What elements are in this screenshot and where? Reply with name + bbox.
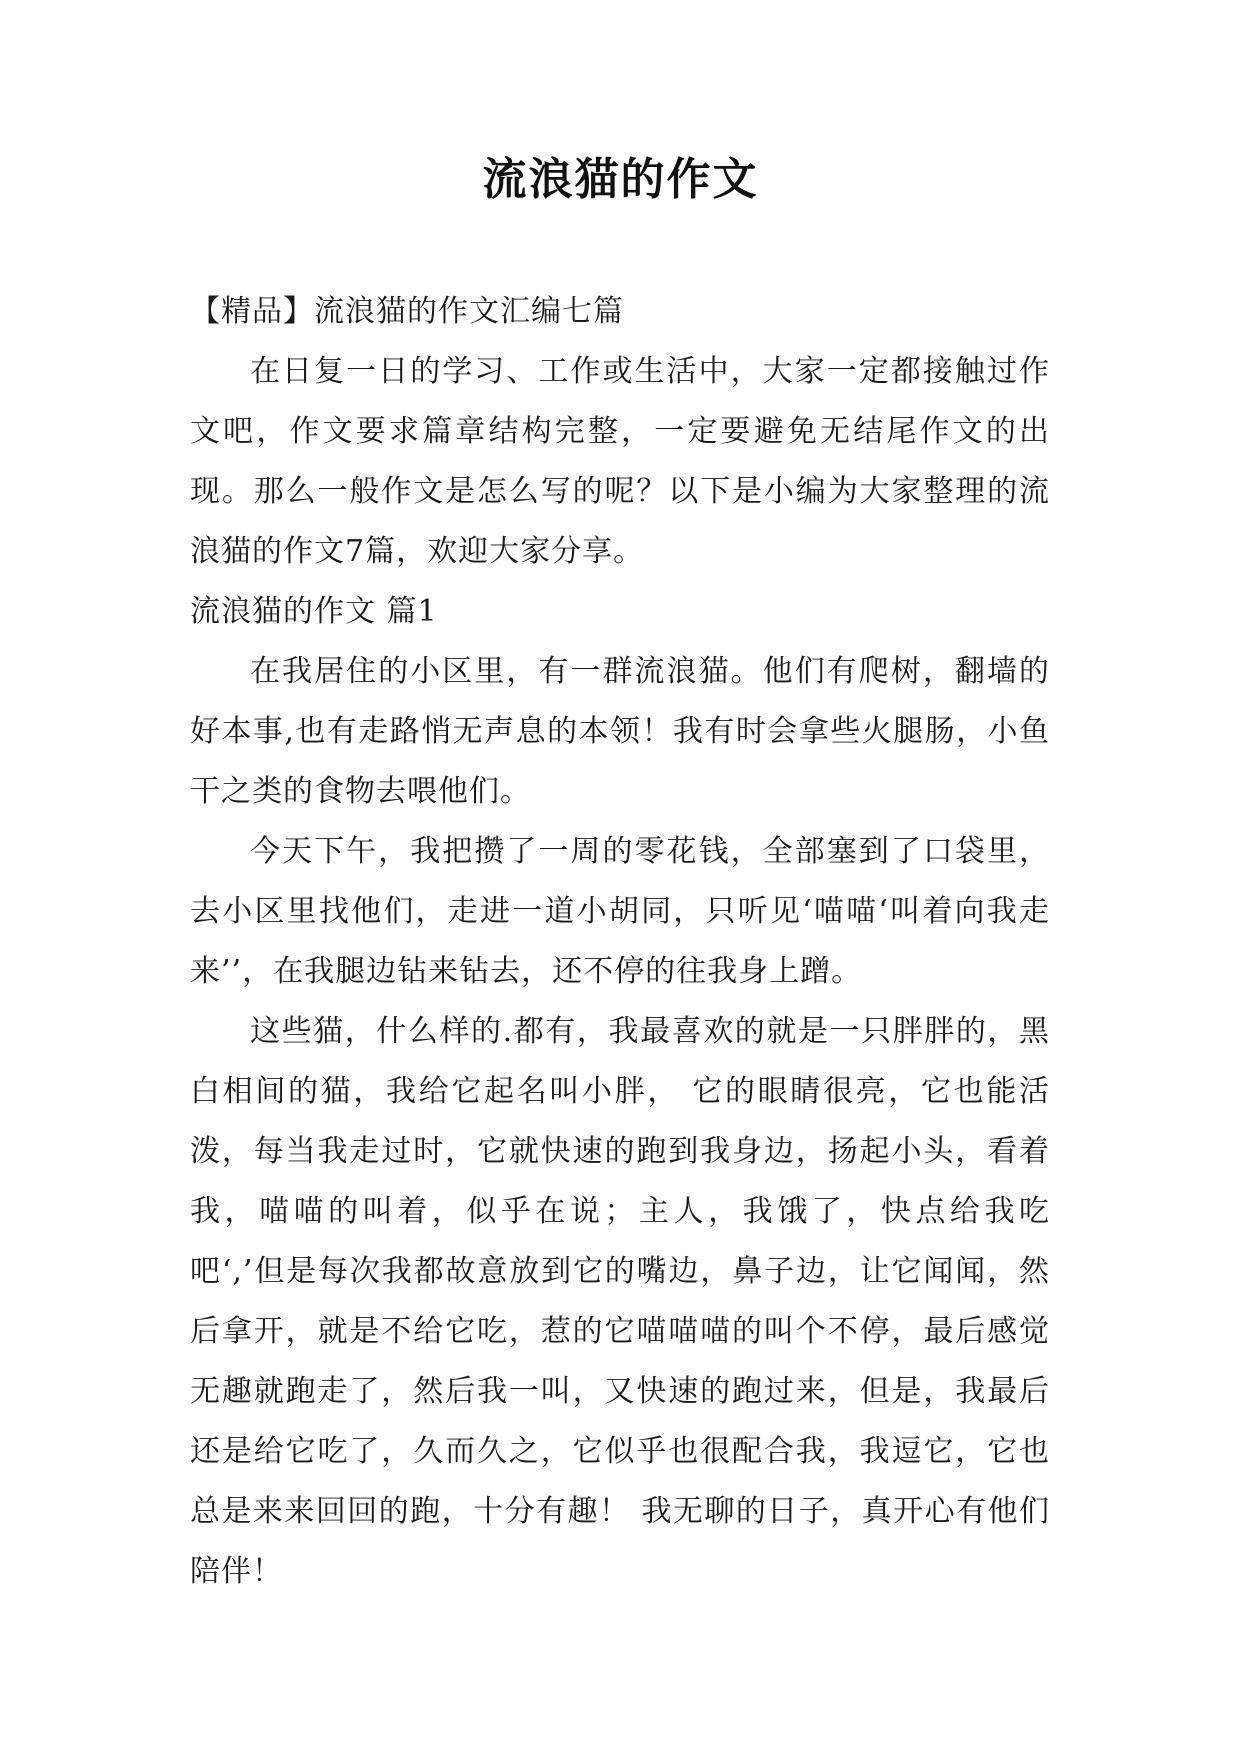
body-paragraph: 在我居住的小区里，有一群流浪猫。他们有爬树，翻墙的好本事,也有走路悄无声息的本领！我有时会拿些火腿肠，小鱼干之类的食物去喂他们。	[190, 654, 1050, 809]
document-subtitle: 【精品】流浪猫的作文汇编七篇	[190, 294, 624, 329]
intro-paragraph: 在日复一日的学习、工作或生活中，大家一定都接触过作文吧，作文要求篇章结构完整，一定要避免无结尾作文的出现。那么一般作文是怎么写的呢？以下是小编为大家整理的流浪猫的作文7篇，欢迎大家分享。	[190, 354, 1050, 569]
document-title: 流浪猫的作文	[482, 154, 759, 205]
body-paragraph: 这些猫，什么样的.都有，我最喜欢的就是一只胖胖的，黑白相间的猫，我给它起名叫小胖， 它的眼睛很亮，它也能活泼，每当我走过时，它就快速的跑到我身边，扬起小头，看着我，喵喵的叫着，似乎在说；主人，我饿了，快点给我吃吧‘,’但是每次我都故意放到它的嘴边，鼻子边，让它闻闻，然后拿开，就是不给它吃，惹的它喵喵喵的叫个不停，最后感觉无趣就跑走了，然后我一叫，又快速的跑过来，但是，我最后还是给它吃了，久而久之，它似乎也很配合我，我逗它，它也总是来来回回的跑，十分有趣！ 我无聊的日子，真开心有他们陪伴！	[190, 1014, 1050, 1589]
document-body	[190, 282, 1050, 1602]
section-heading: 流浪猫的作文 篇1	[190, 594, 438, 629]
body-paragraph: 今天下午，我把攒了一周的零花钱，全部塞到了口袋里，去小区里找他们，走进一道小胡同，只听见‘喵喵‘叫着向我走来’’，在我腿边钻来钻去，还不停的往我身上蹭。	[190, 834, 1050, 989]
